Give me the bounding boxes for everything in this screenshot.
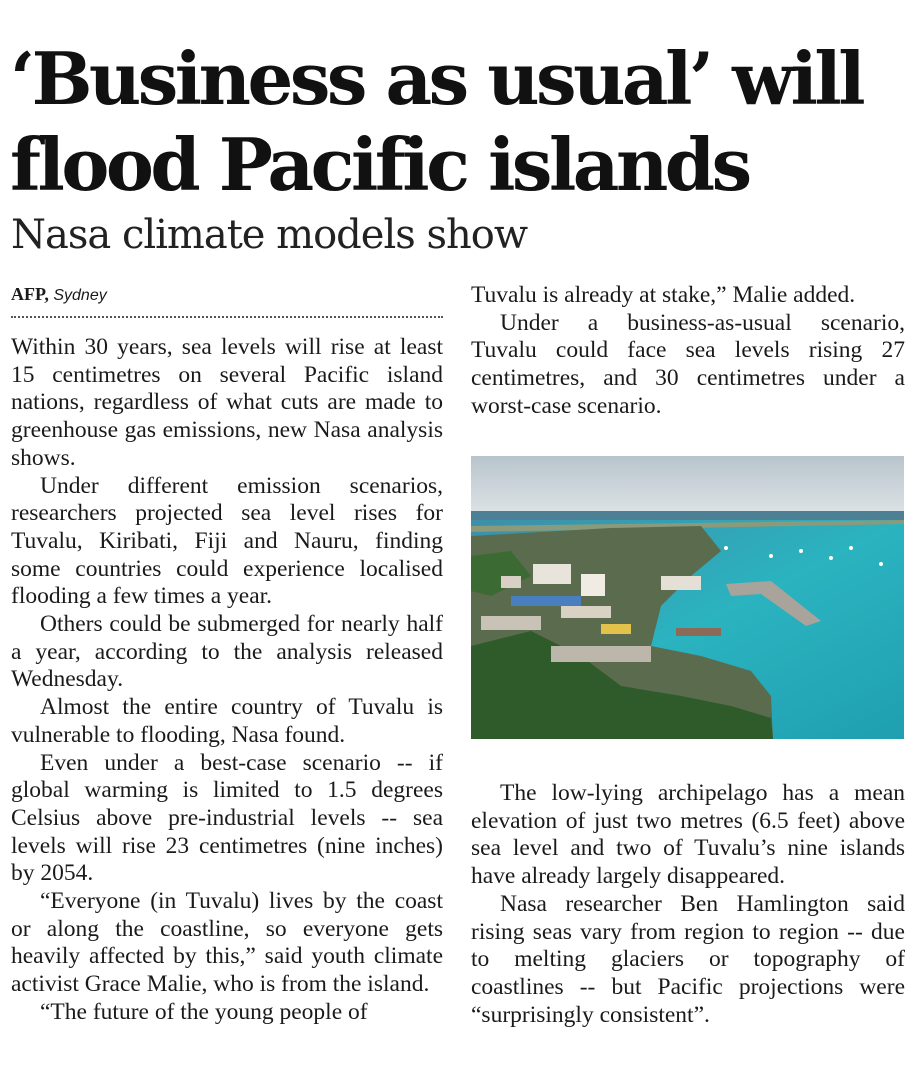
- paragraph: Almost the entire country of Tuvalu is vulnerable to flooding, Nasa found.: [11, 694, 443, 748]
- paragraph: Even under a best-case scenario -- if global warming is limited to 1.5 degrees Celsius above pre-industrial levels -- sea levels will rise 23 centimetres (nine inches) by 2054.: [11, 749, 443, 887]
- paragraph: Under different emission scenarios, researchers projected sea level rises for Tuvalu, Kiribati, Fiji and Nauru, finding some countries could experience localised flooding a few times a year.: [11, 472, 443, 610]
- paragraph: “Everyone (in Tuvalu) lives by the coast or along the coastline, so everyone gets heavily affected by this,” said youth climate activist Grace Malie, who is from the island.: [11, 888, 443, 998]
- headline: ‘Business as usual’ will flood Pacific islands: [10, 36, 863, 207]
- paragraph: “The future of the young people of: [40, 998, 368, 1025]
- byline-location: Sydney: [53, 287, 107, 304]
- paragraph: Nasa researcher Ben Hamlington said rising seas vary from region to region -- due to melting glaciers or topography of coastlines -- but Pacific projections were “surprisingly consistent”.: [471, 890, 905, 1028]
- article-column-right-bottom: [471, 780, 905, 1029]
- aerial-photo-tuvalu: [471, 456, 904, 739]
- paragraph: The low-lying archipelago has a mean elevation of just two metres (6.5 feet) above sea level and two of Tuvalu’s nine islands have already largely disappeared.: [471, 780, 905, 890]
- paragraph: Under a business-as-usual scenario, Tuvalu could face sea levels rising 27 centimetres, and 30 centimetres under a worst-case scenario.: [471, 309, 905, 419]
- byline-agency: AFP,: [11, 284, 49, 304]
- article-column-left: [11, 334, 443, 1027]
- article-column-right-top: [471, 282, 905, 421]
- byline: [11, 282, 443, 308]
- paragraph: Within 30 years, sea levels will rise at least 15 centimetres on several Pacific island nations, regardless of what cuts are made to greenhouse gas emissions, new Nasa analysis shows.: [11, 334, 443, 471]
- subheadline: Nasa climate models show: [11, 212, 528, 258]
- dotted-divider: [11, 316, 443, 318]
- paragraph: Tuvalu is already at stake,” Malie added.: [471, 282, 856, 308]
- paragraph: Others could be submerged for nearly half a year, according to the analysis released Wednesday.: [11, 611, 443, 693]
